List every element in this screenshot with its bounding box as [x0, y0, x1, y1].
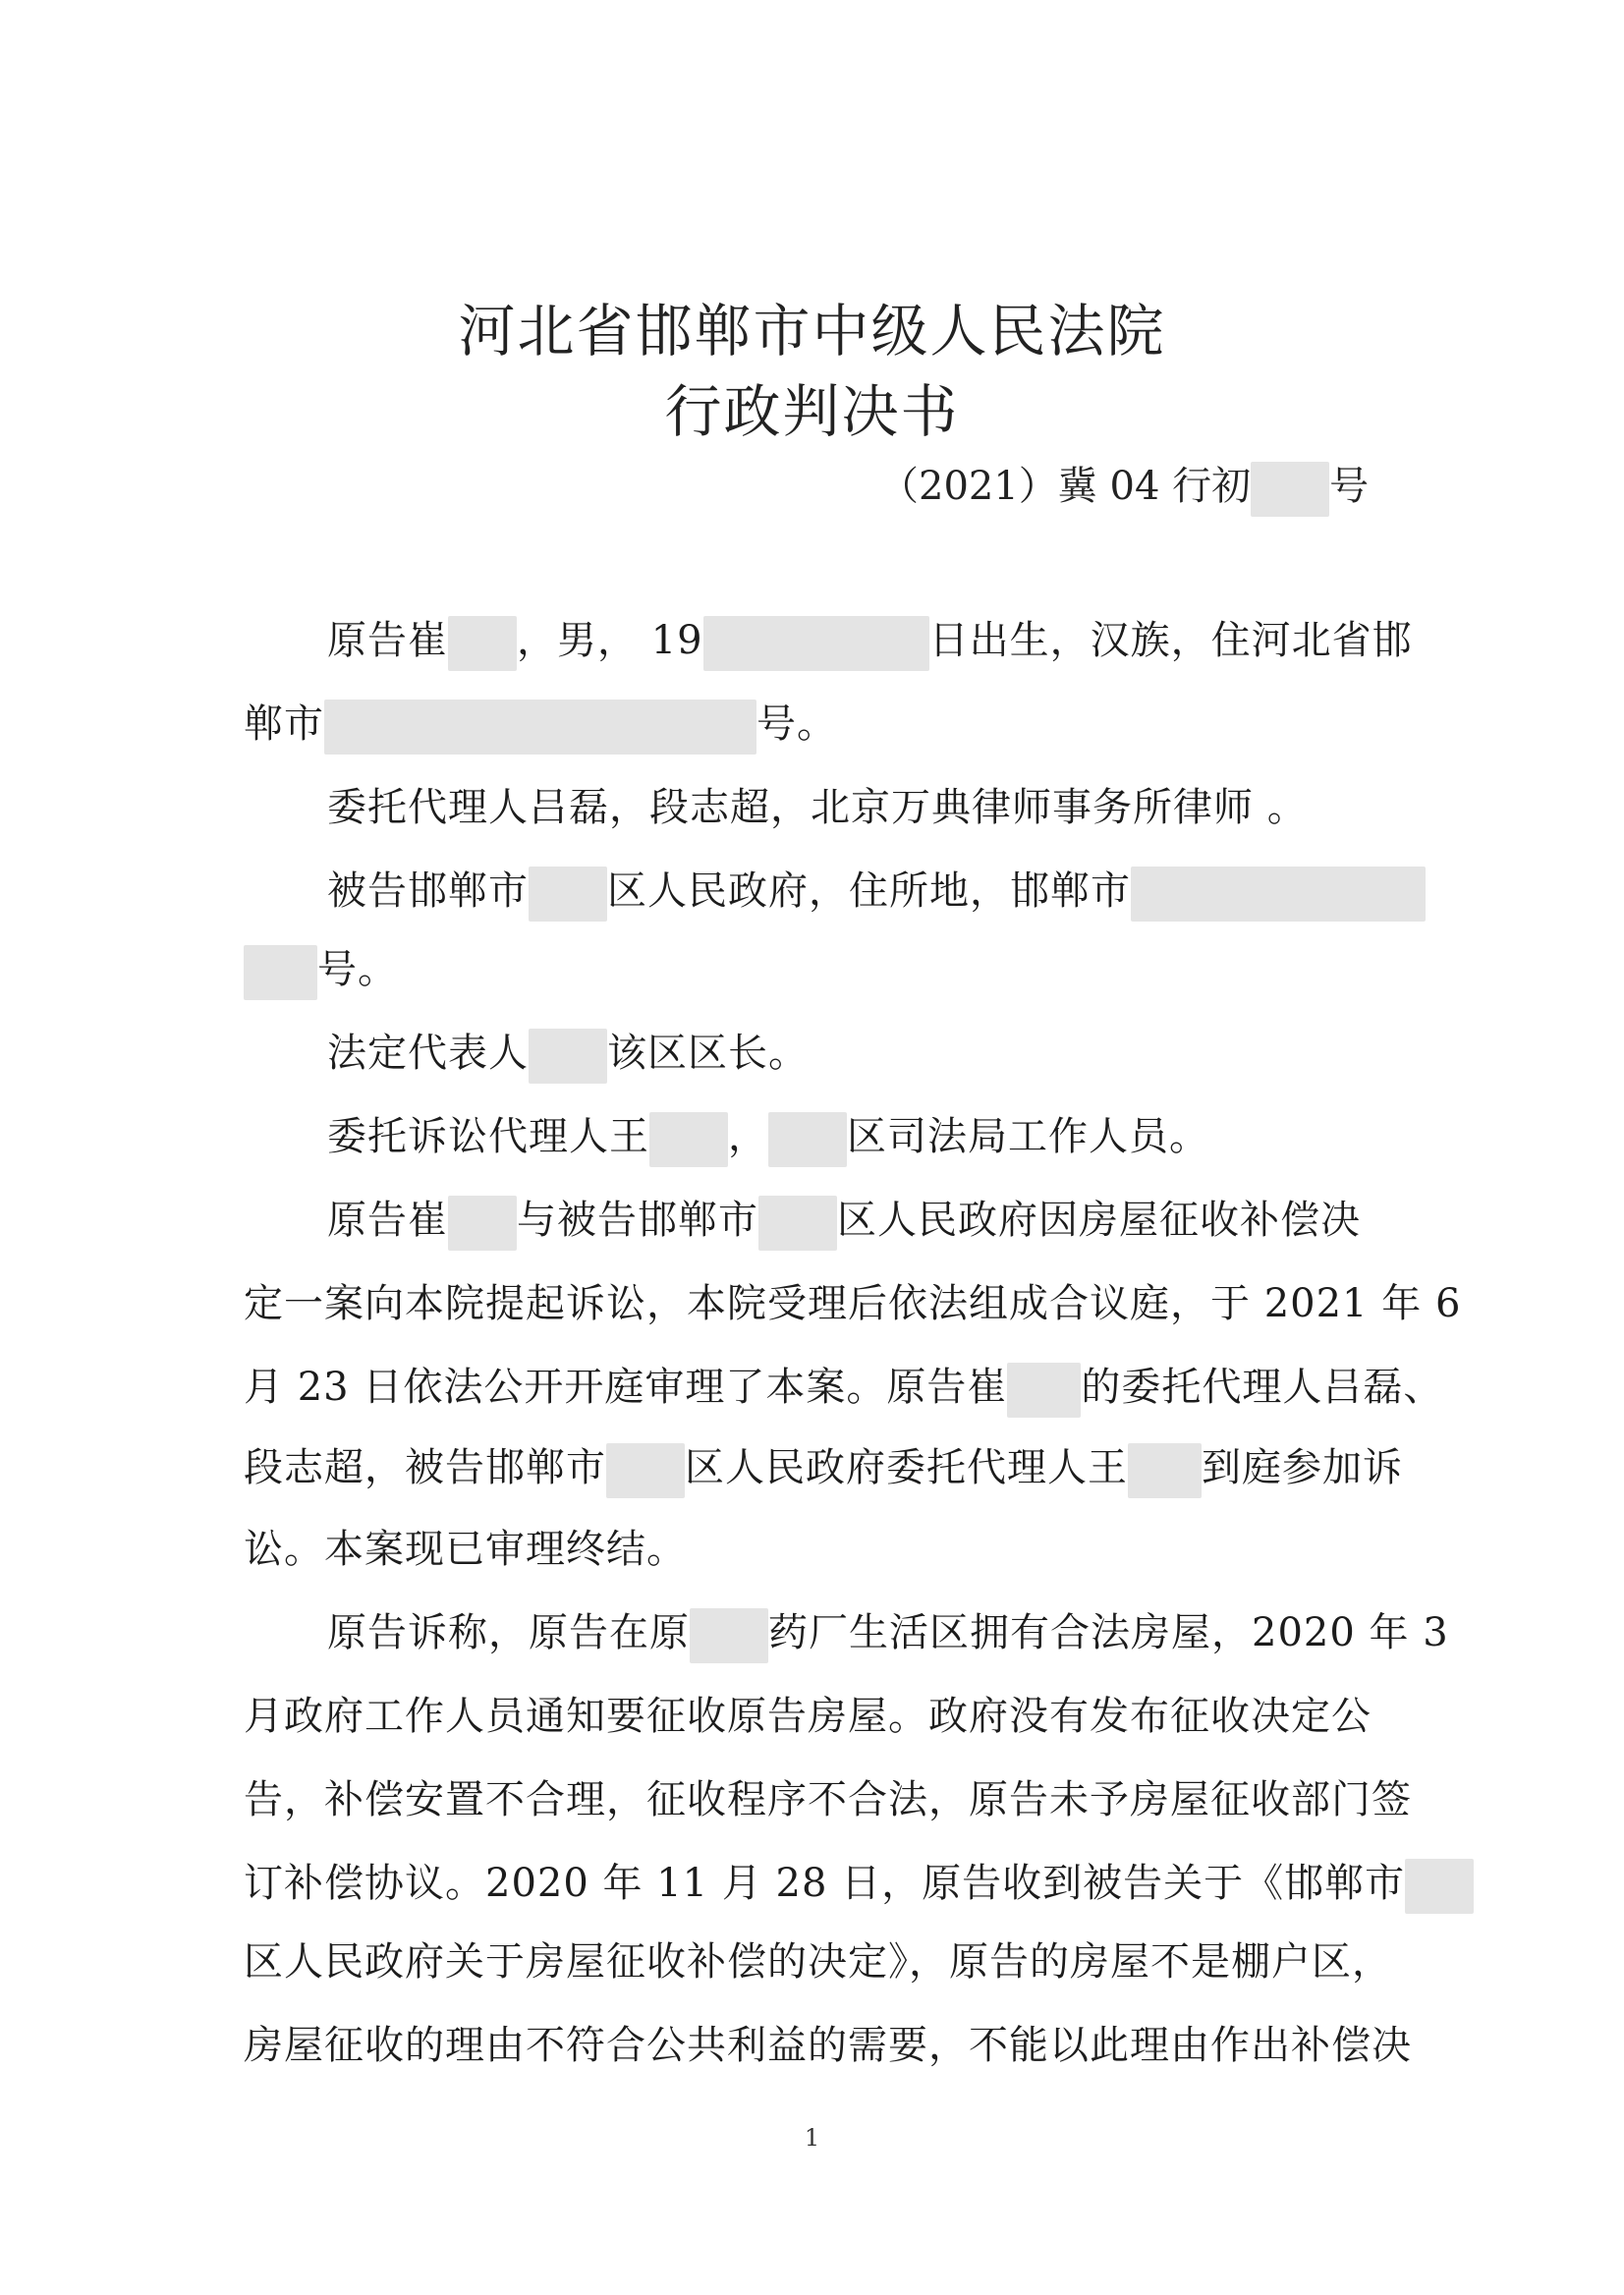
redaction: [690, 1608, 768, 1663]
paragraph-line: 郸市 号。: [244, 693, 837, 755]
paragraph-line: 告，补偿安置不合理，征收程序不合法，原告未予房屋征收部门签: [244, 1777, 1412, 1822]
redaction: [649, 1112, 728, 1167]
case-number-prefix: （2021）冀 04 行初: [879, 464, 1252, 509]
paragraph-line: 房屋征收的理由不符合公共利益的需要，不能以此理由作出补偿决: [244, 2023, 1412, 2068]
redaction: [1251, 462, 1329, 517]
paragraph-line: 法定代表人 该区区长。: [327, 1022, 809, 1084]
case-number-suffix: 号: [1329, 464, 1370, 509]
redaction: [244, 945, 317, 1000]
paragraph-line: 委托代理人吕磊，段志超，北京万典律师事务所律师 。: [327, 785, 1308, 830]
redaction: [1131, 867, 1426, 922]
redaction: [324, 700, 756, 755]
paragraph-line: 原告崔 ，男， 19 日出生，汉族，住河北省邯: [327, 609, 1413, 671]
redaction: [1405, 1859, 1474, 1914]
redaction: [448, 1196, 517, 1251]
paragraph-line: 月政府工作人员通知要征收原告房屋。政府没有发布征收决定公: [244, 1694, 1372, 1739]
redaction: [758, 1196, 837, 1251]
redaction: [448, 616, 517, 671]
paragraph-line: 号。: [244, 938, 398, 1000]
paragraph-line: 段志超，被告邯郸市 区人民政府委托代理人王 到庭参加诉: [244, 1436, 1403, 1498]
page-number: 1: [804, 2124, 820, 2152]
redaction: [529, 1029, 607, 1084]
paragraph-line: 原告诉称，原告在原 药厂生活区拥有合法房屋，2020 年 3: [327, 1601, 1449, 1663]
redaction: [529, 867, 607, 922]
paragraph-line: 订补偿协议。2020 年 11 月 28 日，原告收到被告关于《邯郸市: [244, 1852, 1474, 1914]
court-title: 河北省邯郸市中级人民法院: [458, 298, 1166, 364]
paragraph-line: 定一案向本院提起诉讼，本院受理后依法组成合议庭，于 2021 年 6: [244, 1281, 1462, 1326]
redaction: [768, 1112, 847, 1167]
paragraph-line: 被告邯郸市 区人民政府，住所地，邯郸市: [327, 860, 1426, 922]
paragraph-line: 区人民政府关于房屋征收补偿的决定》，原告的房屋不是棚户区，: [244, 1939, 1392, 1985]
paragraph-line: 讼。本案现已审理终结。: [244, 1527, 687, 1572]
paragraph-line: 月 23 日依法公开开庭审理了本案。原告崔 的委托代理人吕磊、: [244, 1356, 1443, 1418]
redaction: [703, 616, 929, 671]
paragraph-line: 委托诉讼代理人王 ， 区司法局工作人员。: [327, 1105, 1209, 1167]
redaction: [1128, 1443, 1202, 1498]
paragraph-line: 原告崔 与被告邯郸市 区人民政府因房屋征收补偿决: [327, 1189, 1361, 1251]
redaction: [1007, 1363, 1081, 1418]
case-number: [879, 455, 1369, 517]
document-type-title: 行政判决书: [664, 378, 960, 445]
redaction: [606, 1443, 685, 1498]
